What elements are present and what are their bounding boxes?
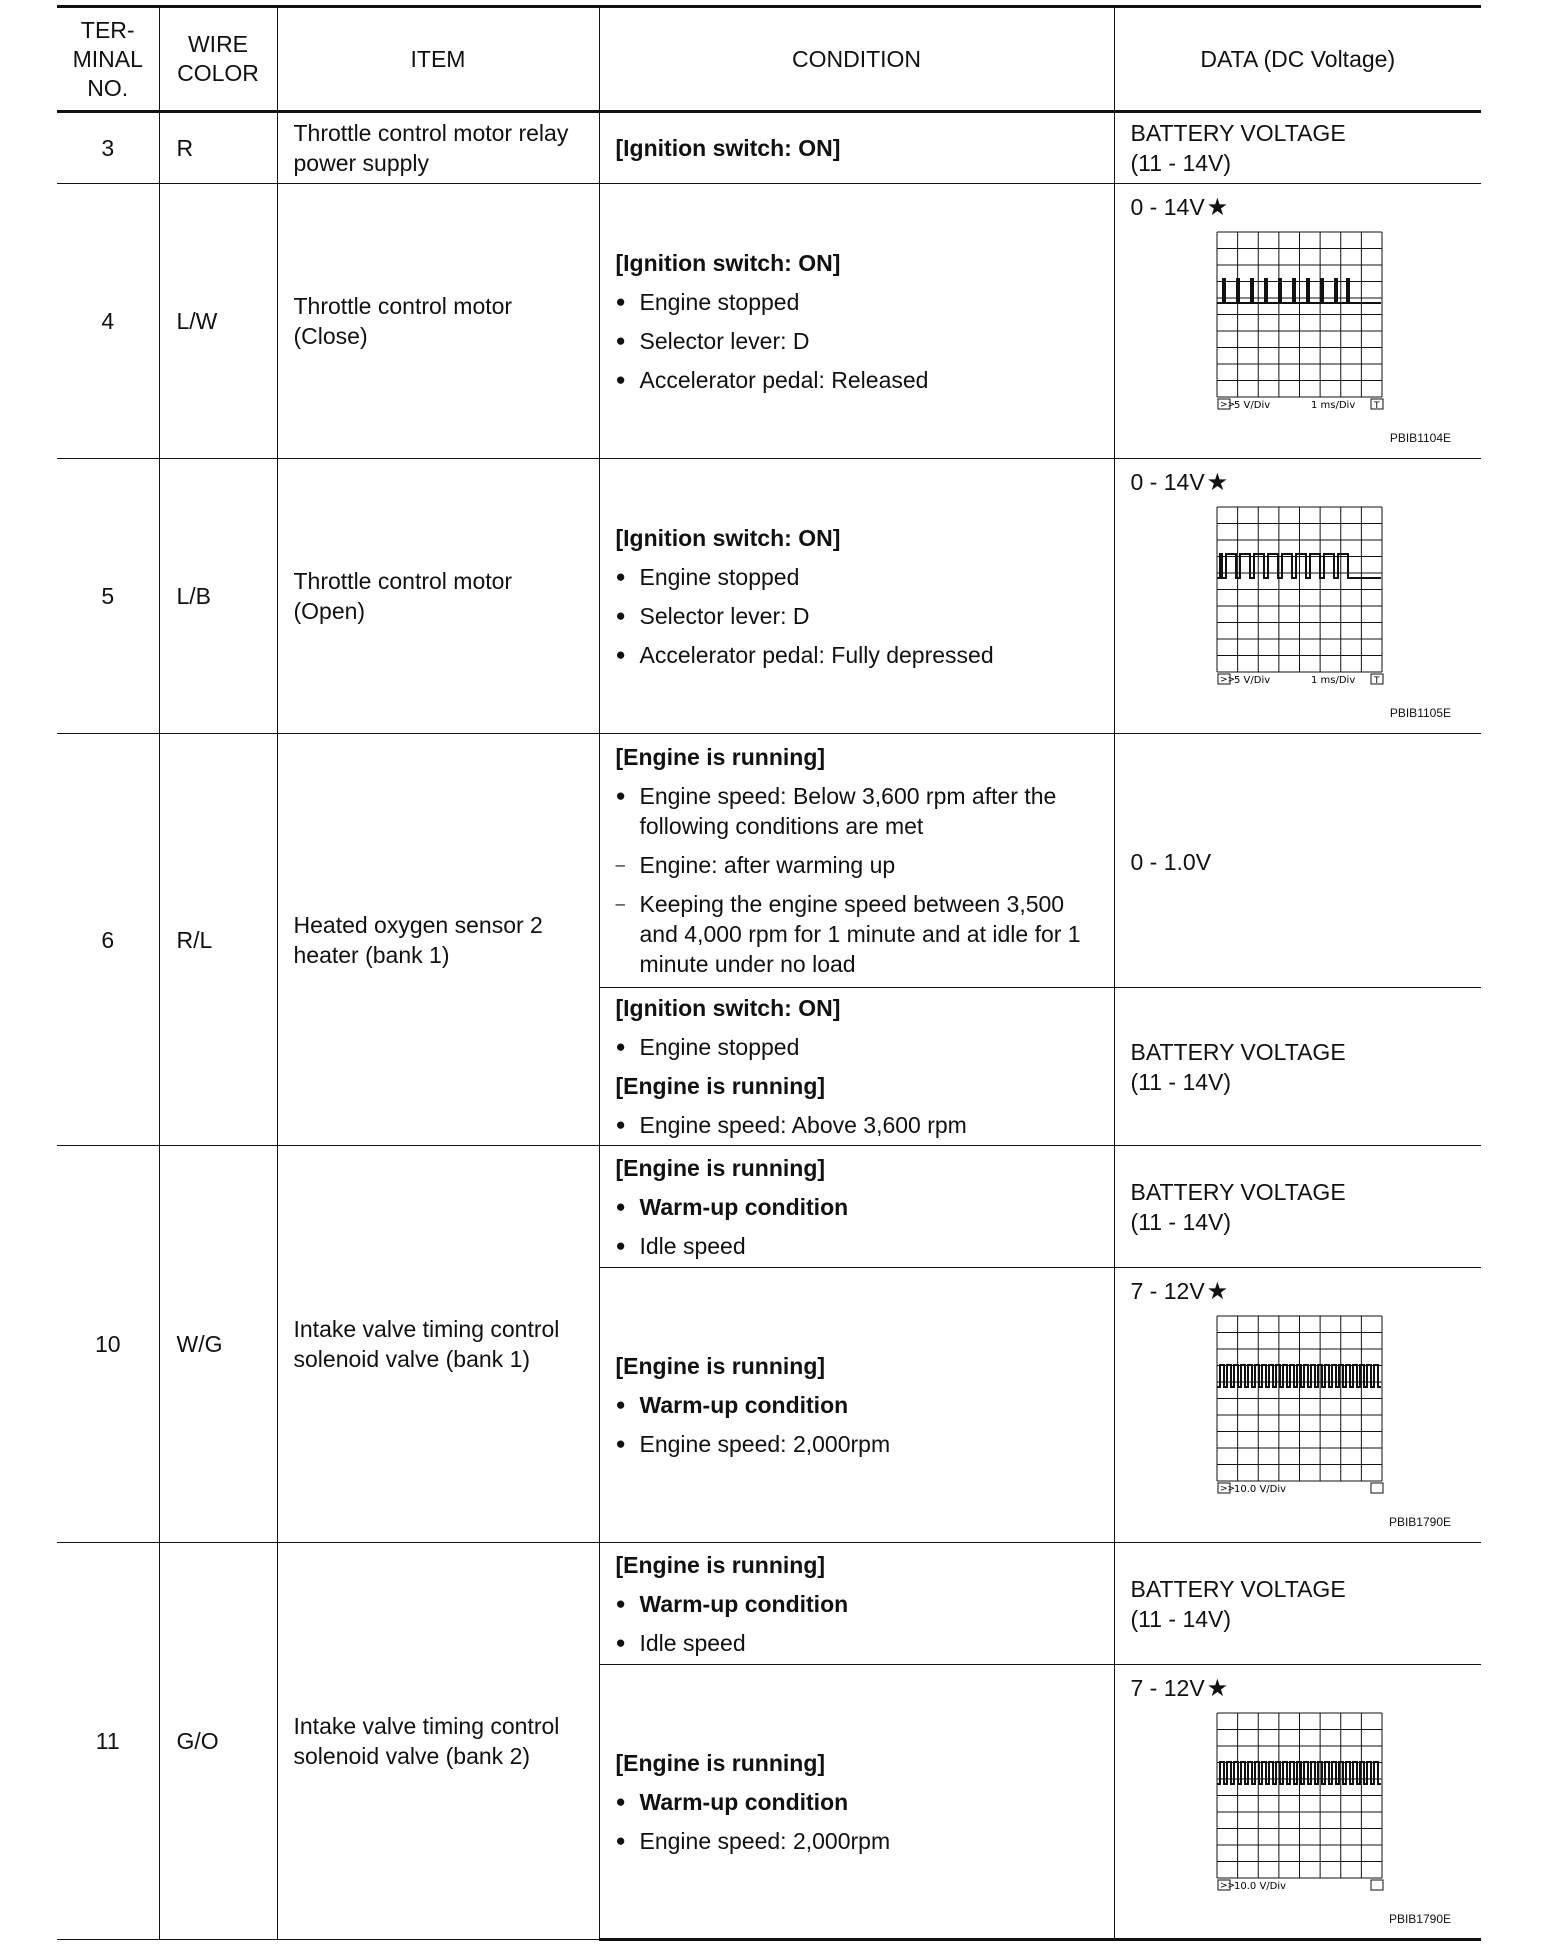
condition-title: [Engine is running] — [615, 1154, 826, 1181]
condition-dash: – Engine: after warming up — [616, 850, 1106, 880]
scope-label-time: 1 ms/Div — [1310, 675, 1355, 686]
condition-bullet: ● Accelerator pedal: Fully depressed — [616, 640, 1106, 670]
condition-dash: – Keeping the engine speed between 3,500 and 4,000 rpm for 1 minute and at idle for 1 minute under no load — [616, 889, 1106, 979]
oscilloscope-grid — [1216, 1315, 1386, 1505]
table-row — [57, 734, 1481, 988]
condition-title: [Ignition switch: ON] — [615, 249, 841, 276]
condition-bullet: ● Selector lever: D — [616, 326, 1106, 356]
table-row — [57, 1543, 1481, 1665]
data-value: BATTERY VOLTAGE (11 - 14V) — [1114, 988, 1481, 1146]
scope-label-time: 1 ms/Div — [1310, 400, 1355, 411]
oscilloscope-figure — [1131, 1704, 1482, 1926]
terminal-no: 6 — [57, 734, 159, 1146]
data-voltage-range: 0 - 14V★ — [1130, 469, 1229, 496]
condition-bullet: ● Engine speed: Below 3,600 rpm after the following conditions are met — [616, 781, 1106, 841]
star-icon: ★ — [1206, 194, 1229, 221]
scope-grid-lines — [1217, 507, 1382, 672]
condition-bullet: ● Warm-up condition — [616, 1787, 1106, 1817]
data-cell — [1114, 459, 1481, 734]
condition-bullet: ● Engine speed: 2,000rpm — [616, 1826, 1106, 1856]
item-description: Intake valve timing control solenoid valve (bank 2) — [277, 1543, 599, 1940]
table-row — [57, 459, 1481, 734]
condition-cell — [599, 459, 1114, 734]
condition-bullet: ● Engine stopped — [616, 1032, 1106, 1062]
table-row — [57, 112, 1481, 184]
condition-cell — [599, 1268, 1114, 1543]
condition-bullet: ● Warm-up condition — [616, 1192, 1106, 1222]
data-cell — [1114, 1268, 1481, 1543]
header-condition: CONDITION — [599, 7, 1114, 112]
condition-bullet: ● Warm-up condition — [616, 1390, 1106, 1420]
wire-color: G/O — [159, 1543, 277, 1940]
data-voltage-range: 7 - 12V★ — [1130, 1675, 1229, 1702]
scope-label-corner: T — [1373, 401, 1379, 411]
wire-color: L/W — [159, 184, 277, 459]
data-cell — [1114, 1665, 1481, 1940]
item-description: Intake valve timing control solenoid valve (bank 1) — [277, 1146, 599, 1543]
svg-text:>>: >> — [1219, 1881, 1235, 1891]
condition-cell — [599, 988, 1114, 1146]
condition-bullet: ● Idle speed — [616, 1231, 1106, 1261]
condition-cell — [599, 734, 1114, 988]
condition-title: [Engine is running] — [615, 744, 826, 770]
condition-bullet: ● Engine speed: Above 3,600 rpm — [616, 1110, 1106, 1140]
header-item: ITEM — [277, 7, 599, 112]
star-icon: ★ — [1206, 1675, 1229, 1702]
scope-grid-lines — [1217, 232, 1382, 397]
condition-title: [Engine is running] — [615, 1749, 826, 1776]
scope-label-volts: 5 V/Div — [1233, 675, 1270, 686]
condition-title: [Ignition switch: ON] — [615, 524, 841, 551]
condition-cell — [599, 184, 1114, 459]
condition-cell — [599, 1543, 1114, 1665]
terminal-no: 4 — [57, 184, 159, 459]
table-row — [57, 184, 1481, 459]
terminal-no: 3 — [57, 112, 159, 184]
terminal-spec-page — [57, 5, 1481, 1941]
data-value: 0 - 1.0V — [1114, 734, 1481, 988]
star-icon: ★ — [1206, 469, 1229, 496]
wire-color: W/G — [159, 1146, 277, 1543]
terminal-no: 5 — [57, 459, 159, 734]
scope-label-volts: 10.0 V/Div — [1233, 1484, 1286, 1495]
data-value: BATTERY VOLTAGE (11 - 14V) — [1114, 112, 1481, 184]
scope-label-volts: 5 V/Div — [1233, 400, 1270, 411]
condition-cell — [599, 1146, 1114, 1268]
header-row — [57, 7, 1481, 112]
header-data: DATA (DC Voltage) — [1114, 7, 1481, 112]
figure-id: PBIB1104E — [1389, 431, 1451, 445]
data-voltage-range: 0 - 14V★ — [1130, 194, 1229, 221]
oscilloscope-figure — [1131, 223, 1482, 445]
condition-cell — [599, 112, 1114, 184]
condition-bullet: ● Engine stopped — [616, 287, 1106, 317]
condition-cell — [599, 1665, 1114, 1940]
oscilloscope-figure — [1131, 1307, 1482, 1529]
wire-color: R — [159, 112, 277, 184]
data-value: BATTERY VOLTAGE (11 - 14V) — [1114, 1543, 1481, 1665]
condition-title: [Ignition switch: ON] — [615, 995, 841, 1021]
scope-label-volts: 10.0 V/Div — [1233, 1881, 1286, 1892]
condition-bullet: ● Engine speed: 2,000rpm — [616, 1429, 1106, 1459]
oscilloscope-grid — [1216, 231, 1386, 421]
oscilloscope-figure — [1131, 498, 1482, 720]
condition-title: [Engine is running] — [615, 1073, 826, 1099]
condition-bullet: ● Idle speed — [616, 1628, 1106, 1658]
header-terminal: TER- MINAL NO. — [57, 7, 159, 112]
wire-color: L/B — [159, 459, 277, 734]
condition-bullet: ● Warm-up condition — [616, 1589, 1106, 1619]
data-value: BATTERY VOLTAGE (11 - 14V) — [1114, 1146, 1481, 1268]
figure-id: PBIB1790E — [1388, 1515, 1451, 1529]
terminal-spec-table — [57, 5, 1481, 1941]
svg-text:>>: >> — [1219, 400, 1235, 410]
star-icon: ★ — [1206, 1278, 1229, 1305]
data-voltage-range: 7 - 12V★ — [1130, 1278, 1229, 1305]
header-wire-color: WIRE COLOR — [159, 7, 277, 112]
terminal-no: 10 — [57, 1146, 159, 1543]
item-description: Throttle control motor relay power supply — [277, 112, 599, 184]
condition-title: [Ignition switch: ON] — [615, 135, 841, 161]
oscilloscope-grid — [1216, 1712, 1386, 1902]
scope-label-corner: T — [1373, 676, 1379, 686]
data-cell — [1114, 184, 1481, 459]
table-row — [57, 1146, 1481, 1268]
wire-color: R/L — [159, 734, 277, 1146]
condition-bullet: ● Accelerator pedal: Released — [616, 365, 1106, 395]
item-description: Throttle control motor (Open) — [277, 459, 599, 734]
condition-title: [Engine is running] — [615, 1353, 826, 1379]
figure-id: PBIB1105E — [1389, 706, 1451, 720]
oscilloscope-grid — [1216, 506, 1386, 696]
figure-id: PBIB1790E — [1388, 1912, 1451, 1926]
scope-grid-lines — [1217, 1316, 1382, 1481]
scope-grid-lines — [1217, 1713, 1382, 1878]
condition-bullet: ● Engine stopped — [616, 562, 1106, 592]
item-description: Throttle control motor (Close) — [277, 184, 599, 459]
svg-text:>>: >> — [1219, 1484, 1235, 1494]
condition-title: [Engine is running] — [615, 1551, 826, 1578]
terminal-no: 11 — [57, 1543, 159, 1940]
svg-text:>>: >> — [1219, 675, 1235, 685]
condition-bullet: ● Selector lever: D — [616, 601, 1106, 631]
item-description: Heated oxygen sensor 2 heater (bank 1) — [277, 734, 599, 1146]
